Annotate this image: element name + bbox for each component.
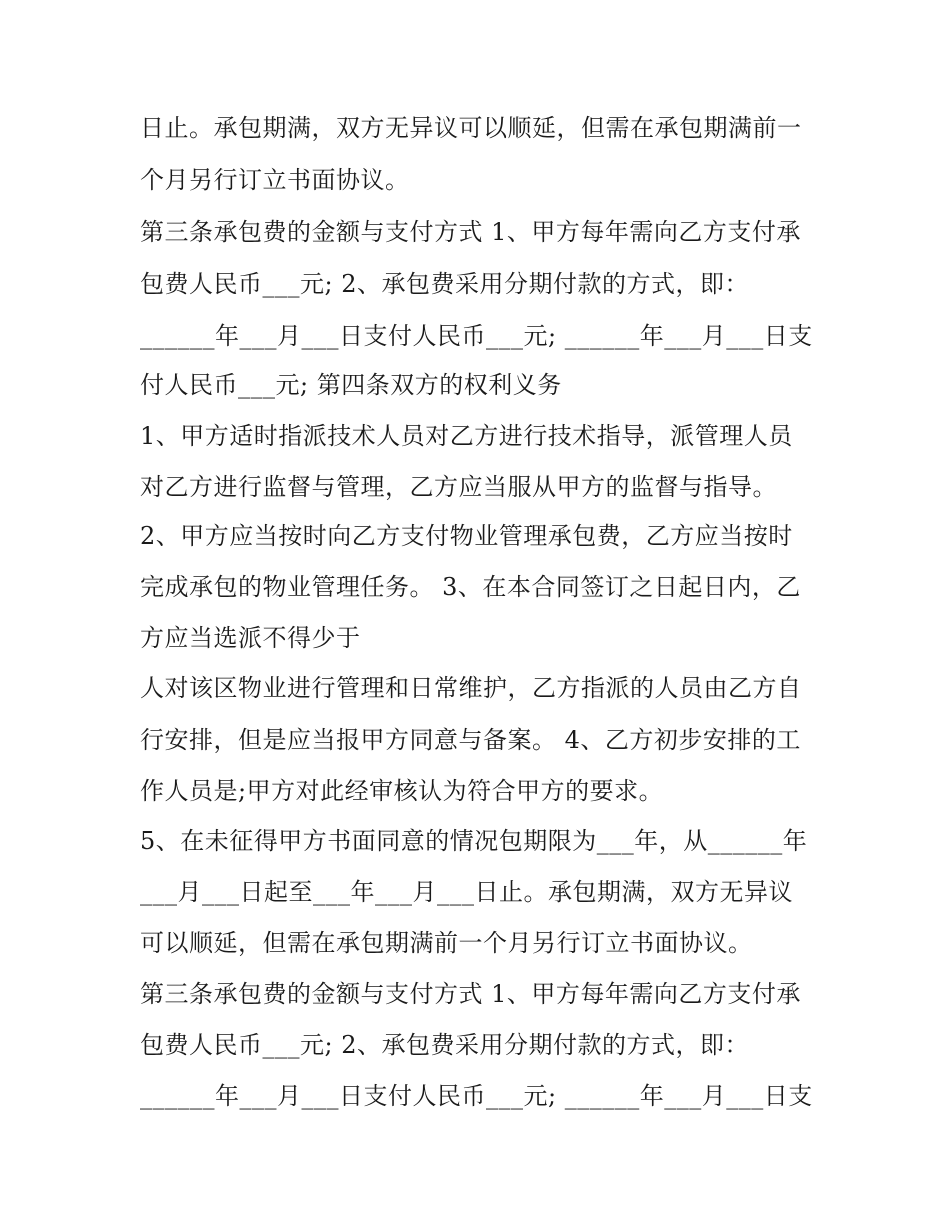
- text-line: 第三条承包费的金额与支付方式 1、甲方每年需向乙方支付承: [140, 980, 801, 1008]
- text-line: 包费人民币___元; 2、承包费采用分期付款的方式，即：: [140, 270, 749, 298]
- text-line: 1、甲方适时指派技术人员对乙方进行技术指导，派管理人员: [140, 422, 793, 450]
- text-line: ______年___月___日支付人民币___元; ______年___月___日支: [140, 322, 813, 350]
- text-line: 第三条承包费的金额与支付方式 1、甲方每年需向乙方支付承: [140, 218, 801, 246]
- text-line: 完成承包的物业管理任务。 3、在本合同签订之日起日内，乙: [140, 573, 801, 601]
- text-line: 日止。承包期满，双方无异议可以顺延，但需在承包期满前一: [140, 114, 802, 142]
- text-line: 可以顺延，但需在承包期满前一个月另行订立书面协议。: [140, 929, 753, 957]
- text-line: 2、甲方应当按时向乙方支付物业管理承包费，乙方应当按时: [140, 522, 793, 550]
- text-line: 方应当选派不得少于: [140, 624, 361, 652]
- text-line: 对乙方进行监督与管理，乙方应当服从甲方的监督与指导。: [140, 473, 777, 501]
- text-line: 5、在未征得甲方书面同意的情况包期限为___年，从______年: [140, 827, 808, 855]
- text-line: 付人民币___元; 第四条双方的权利义务: [140, 371, 562, 399]
- text-line: ______年___月___日支付人民币___元; ______年___月___日支: [140, 1082, 813, 1110]
- text-line: 作人员是;甲方对此经审核认为符合甲方的要求。: [140, 777, 664, 805]
- text-line: ___月___日起至___年___月___日止。承包期满，双方无异议: [140, 878, 793, 906]
- text-line: 个月另行订立书面协议。: [140, 166, 410, 194]
- text-line: 包费人民币___元; 2、承包费采用分期付款的方式，即：: [140, 1031, 749, 1059]
- text-line: 人对该区物业进行管理和日常维护，乙方指派的人员由乙方自: [140, 674, 802, 702]
- text-line: 行安排，但是应当报甲方同意与备案。 4、乙方初步安排的工: [140, 726, 801, 754]
